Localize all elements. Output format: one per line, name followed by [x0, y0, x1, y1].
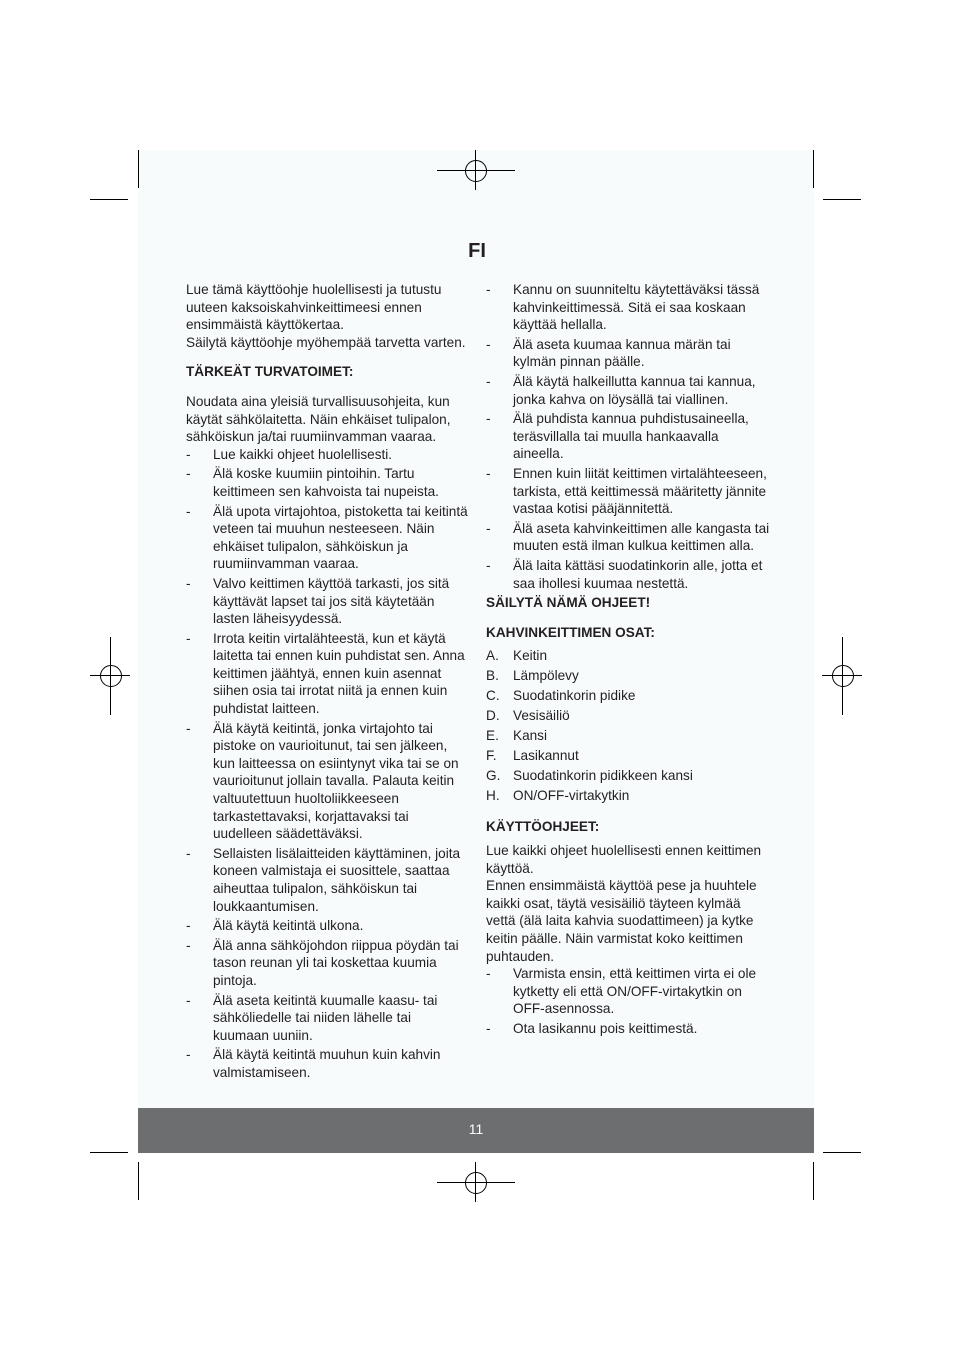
list-item: - Älä käytä keitintä muuhun kuin kahvin valmistamiseen. — [186, 1046, 468, 1081]
crop-mark — [813, 150, 814, 188]
crop-mark — [90, 199, 128, 200]
usage-paragraph: Ennen ensimmäistä käyttöä pese ja huuhtele kaikki osat, täytä vesisäiliö täyteen kylmää vettä (älä laita kahvia suodattimeen) ja kytke keitin päälle. Näin varmistat koko keittimen puhtauden. — [486, 878, 757, 964]
list-item: - Älä aseta keitintä kuumalle kaasu- tai sähköliedelle tai niiden lähelle tai kuumaan uuniin. — [186, 992, 468, 1045]
registration-line — [475, 150, 476, 190]
crop-mark — [813, 1162, 814, 1200]
registration-mark-right — [832, 665, 854, 687]
safety-heading: TÄRKEÄT TURVATOIMET: — [186, 364, 354, 380]
part-item: H. ON/OFF-virtakytkin — [486, 787, 630, 803]
crop-mark — [823, 1152, 861, 1153]
list-item: - Älä aseta kahvinkeittimen alle kangasta tai muuten estä ilman kulkua keittimen alla. — [486, 520, 772, 555]
usage-paragraph: Lue kaikki ohjeet huolellisesti ennen keittimen käyttöä. — [486, 843, 762, 876]
list-item: - Ennen kuin liität keittimen virtalähteeseen, tarkista, että keittimessä määritetty jännite vastaa kotisi pääjännitettä. — [486, 465, 772, 518]
save-instructions-heading: SÄILYTÄ NÄMÄ OHJEET! — [486, 595, 651, 611]
registration-line — [437, 1182, 515, 1183]
list-item: - Älä upota virtajohtoa, pistoketta tai keitintä veteen tai muuhun nesteeseen. Näin ehkäiset tulipalon, sähköiskun ja ruumiinvamman vaaraa. — [186, 503, 468, 573]
list-item: - Varmista ensin, että keittimen virta ei ole kytketty eli että ON/OFF-virtakytkin on OFF-asennossa. — [486, 965, 772, 1018]
part-item: E. Kansi — [486, 727, 548, 743]
footer-bar — [138, 1108, 814, 1153]
part-item: A. Keitin — [486, 648, 548, 664]
part-item: D. Vesisäiliö — [486, 707, 570, 723]
crop-mark — [138, 1162, 139, 1200]
intro-paragraph: Lue tämä käyttöohje huolellisesti ja tutustu uuteen kaksoiskahvinkeittimeesi ennen ensimmäistä käyttökertaa. — [186, 282, 442, 333]
safety-list — [186, 446, 468, 1082]
registration-mark-bottom — [465, 1172, 487, 1194]
list-item: - Sellaisten lisälaitteiden käyttäminen, joita koneen valmistaja ei suosittele, saattaa aiheuttaa tulipalon, sähköiskun tai loukkaantumisen. — [186, 845, 468, 915]
crop-mark — [90, 1152, 128, 1153]
safety-intro: Noudata aina yleisiä turvallisuusohjeita, kun käytät sähkölaitetta. Näin ehkäiset tulipalon, sähköiskun ja/tai ruumiinvamman vaaraa. — [186, 393, 451, 445]
right-column — [486, 281, 772, 1040]
list-item: - Älä käytä keitintä, jonka virtajohto tai pistoke on vaurioitunut, tai sen jälkeen, kun laitteessa on esiintynyt vika tai se on vaurioitunut jollain tavalla. Palauta keitin valtuutettuun huoltoliikkeeseen tarkastettavaksi, korjattavaksi tai uudelleen säädettäväksi. — [186, 720, 468, 843]
crop-mark — [823, 199, 861, 200]
intro-paragraph: Säilytä käyttöohje myöhempää tarvetta varten. — [186, 334, 466, 350]
parts-list — [486, 647, 772, 804]
list-item: - Älä puhdista kannua puhdistusaineella, teräsvillalla tai muulla hankaavalla aineella. — [486, 410, 772, 463]
list-item: - Älä laita kättäsi suodatinkorin alle, jotta et saa ihollesi kuumaa nestettä. — [486, 557, 772, 592]
left-column — [186, 281, 468, 1084]
safety-list-continued — [486, 281, 772, 592]
crop-mark — [138, 150, 139, 188]
part-item: G. Suodatinkorin pidikkeen kansi — [486, 767, 693, 783]
registration-line — [437, 170, 515, 171]
part-item: C. Suodatinkorin pidike — [486, 688, 636, 704]
usage-list — [486, 965, 772, 1037]
usage-heading: KÄYTTÖOHJEET: — [486, 819, 600, 835]
page-number: 11 — [468, 1121, 484, 1137]
parts-heading: KAHVINKEITTIMEN OSAT: — [486, 624, 655, 640]
list-item: - Älä käytä keitintä ulkona. — [186, 917, 468, 935]
list-item: - Kannu on suunniteltu käytettäväksi tässä kahvinkeittimessä. Sitä ei saa koskaan käyttää hellalla. — [486, 281, 772, 334]
part-item: F. Lasikannut — [486, 747, 579, 763]
list-item: - Älä koske kuumiin pintoihin. Tartu keittimeen sen kahvoista tai nupeista. — [186, 465, 468, 500]
registration-line — [475, 1162, 476, 1202]
list-item: - Irrota keitin virtalähteestä, kun et käytä laitetta tai ennen kuin puhdistat sen. Anna keittimen jäähtyä, ennen kuin asennat siihen osia tai irrotat niitä ja ennen kuin puhdistat laitteen. — [186, 630, 468, 718]
part-item: B. Lämpölevy — [486, 668, 579, 684]
list-item: - Valvo keittimen käyttöä tarkasti, jos sitä käyttävät lapset tai jos sitä käytetään lasten läheisyydessä. — [186, 575, 468, 628]
list-item: - Lue kaikki ohjeet huolellisesti. — [186, 446, 468, 464]
registration-line — [842, 637, 843, 715]
registration-mark-left — [100, 665, 122, 687]
language-label: FI — [468, 240, 486, 262]
list-item: - Ota lasikannu pois keittimestä. — [486, 1020, 772, 1038]
list-item: - Älä käytä halkeillutta kannua tai kannua, jonka kahva on löysällä tai viallinen. — [486, 373, 772, 408]
list-item: - Älä anna sähköjohdon riippua pöydän tai tason reunan yli tai koskettaa kuumia pintoja. — [186, 937, 468, 990]
list-item: - Älä aseta kuumaa kannua märän tai kylmän pinnan päälle. — [486, 336, 772, 371]
registration-line — [110, 637, 111, 715]
registration-mark-top — [465, 160, 487, 182]
